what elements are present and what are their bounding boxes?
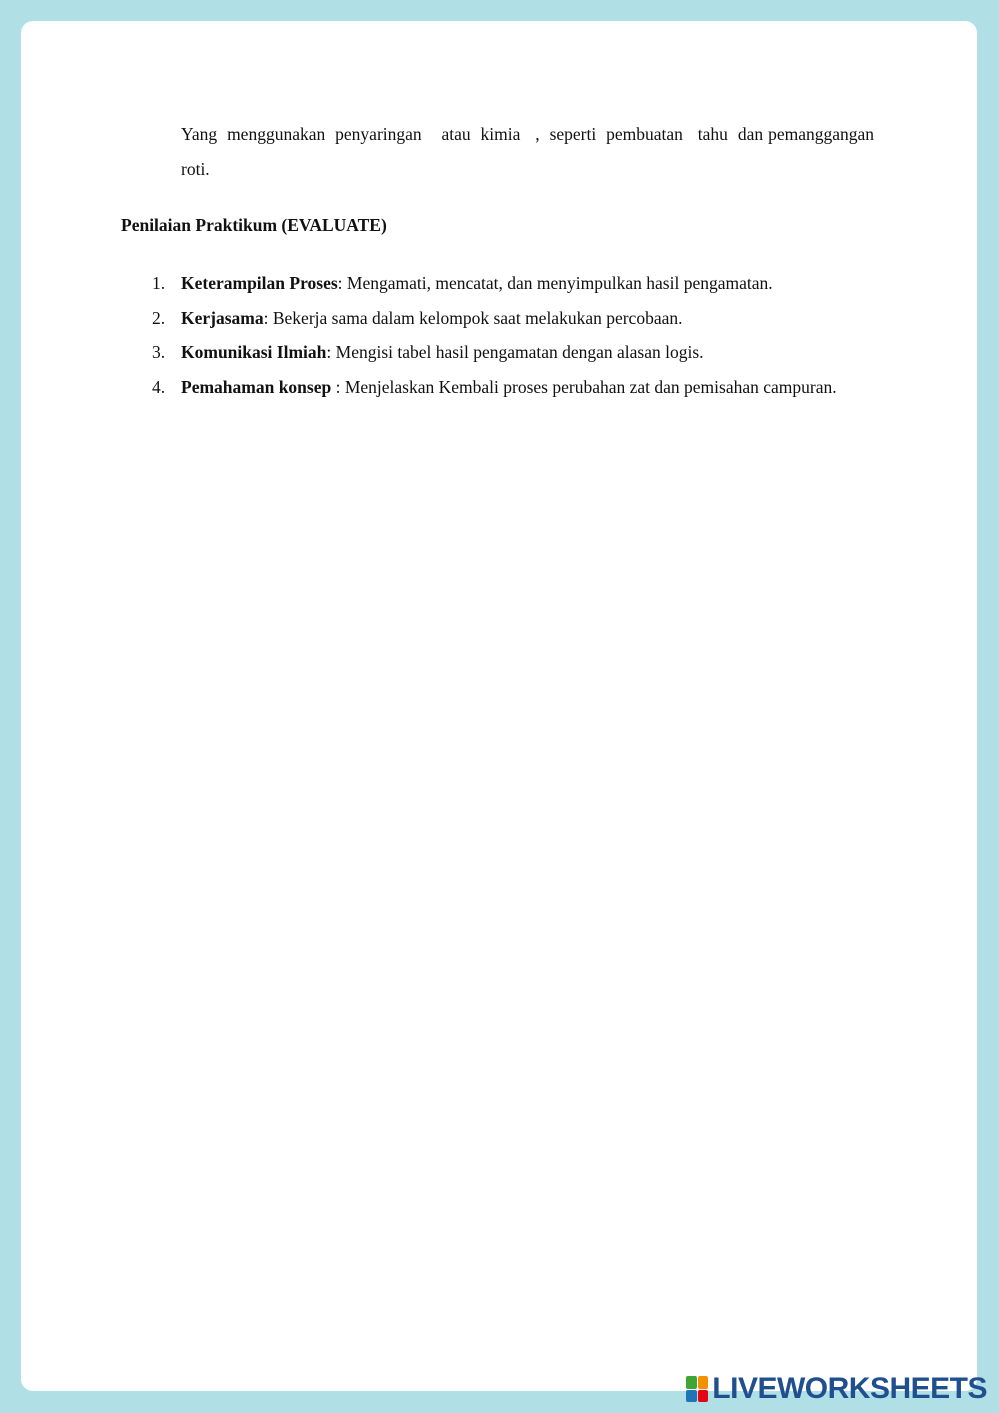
criteria-description: : Bekerja sama dalam kelompok saat melakukan percobaan. xyxy=(263,307,683,328)
intro-paragraph: Yang menggunakan penyaringan atau kimia , seperti pembuatan tahu dan pemanggangan roti. xyxy=(181,124,879,179)
criteria-item xyxy=(121,301,874,336)
criteria-number: 3. xyxy=(152,342,166,362)
criteria-item xyxy=(121,370,874,405)
criteria-item xyxy=(121,266,874,301)
liveworksheets-logo-icon xyxy=(686,1376,708,1402)
criteria-item xyxy=(121,335,874,370)
criteria-description: : Menjelaskan Kembali proses perubahan zat dan pemisahan campuran. xyxy=(331,376,837,397)
criteria-number: 1. xyxy=(152,273,166,293)
worksheet-page xyxy=(21,21,977,1391)
criteria-term: Keterampilan Proses xyxy=(181,273,338,293)
criteria-number: 4. xyxy=(152,376,166,397)
criteria-number: 2. xyxy=(152,307,166,328)
criteria-term: Pemahaman konsep xyxy=(181,376,332,397)
criteria-term: Kerjasama xyxy=(181,307,264,328)
criteria-description: : Mengamati, mencatat, dan menyimpulkan hasil pengamatan. xyxy=(337,273,773,293)
criteria-description: : Mengisi tabel hasil pengamatan dengan alasan logis. xyxy=(326,342,704,362)
logo-mark-square xyxy=(686,1390,697,1403)
criteria-term: Komunikasi Ilmiah xyxy=(181,342,327,362)
logo-text: LIVEWORKSHEETS xyxy=(712,1372,987,1405)
liveworksheets-logo xyxy=(686,1371,987,1407)
assessment-criteria-list xyxy=(121,266,874,404)
logo-mark-square xyxy=(698,1390,709,1403)
logo-mark-square xyxy=(698,1376,709,1389)
section-heading: Penilaian Praktikum (EVALUATE) xyxy=(121,215,387,235)
logo-mark-square xyxy=(686,1376,697,1389)
